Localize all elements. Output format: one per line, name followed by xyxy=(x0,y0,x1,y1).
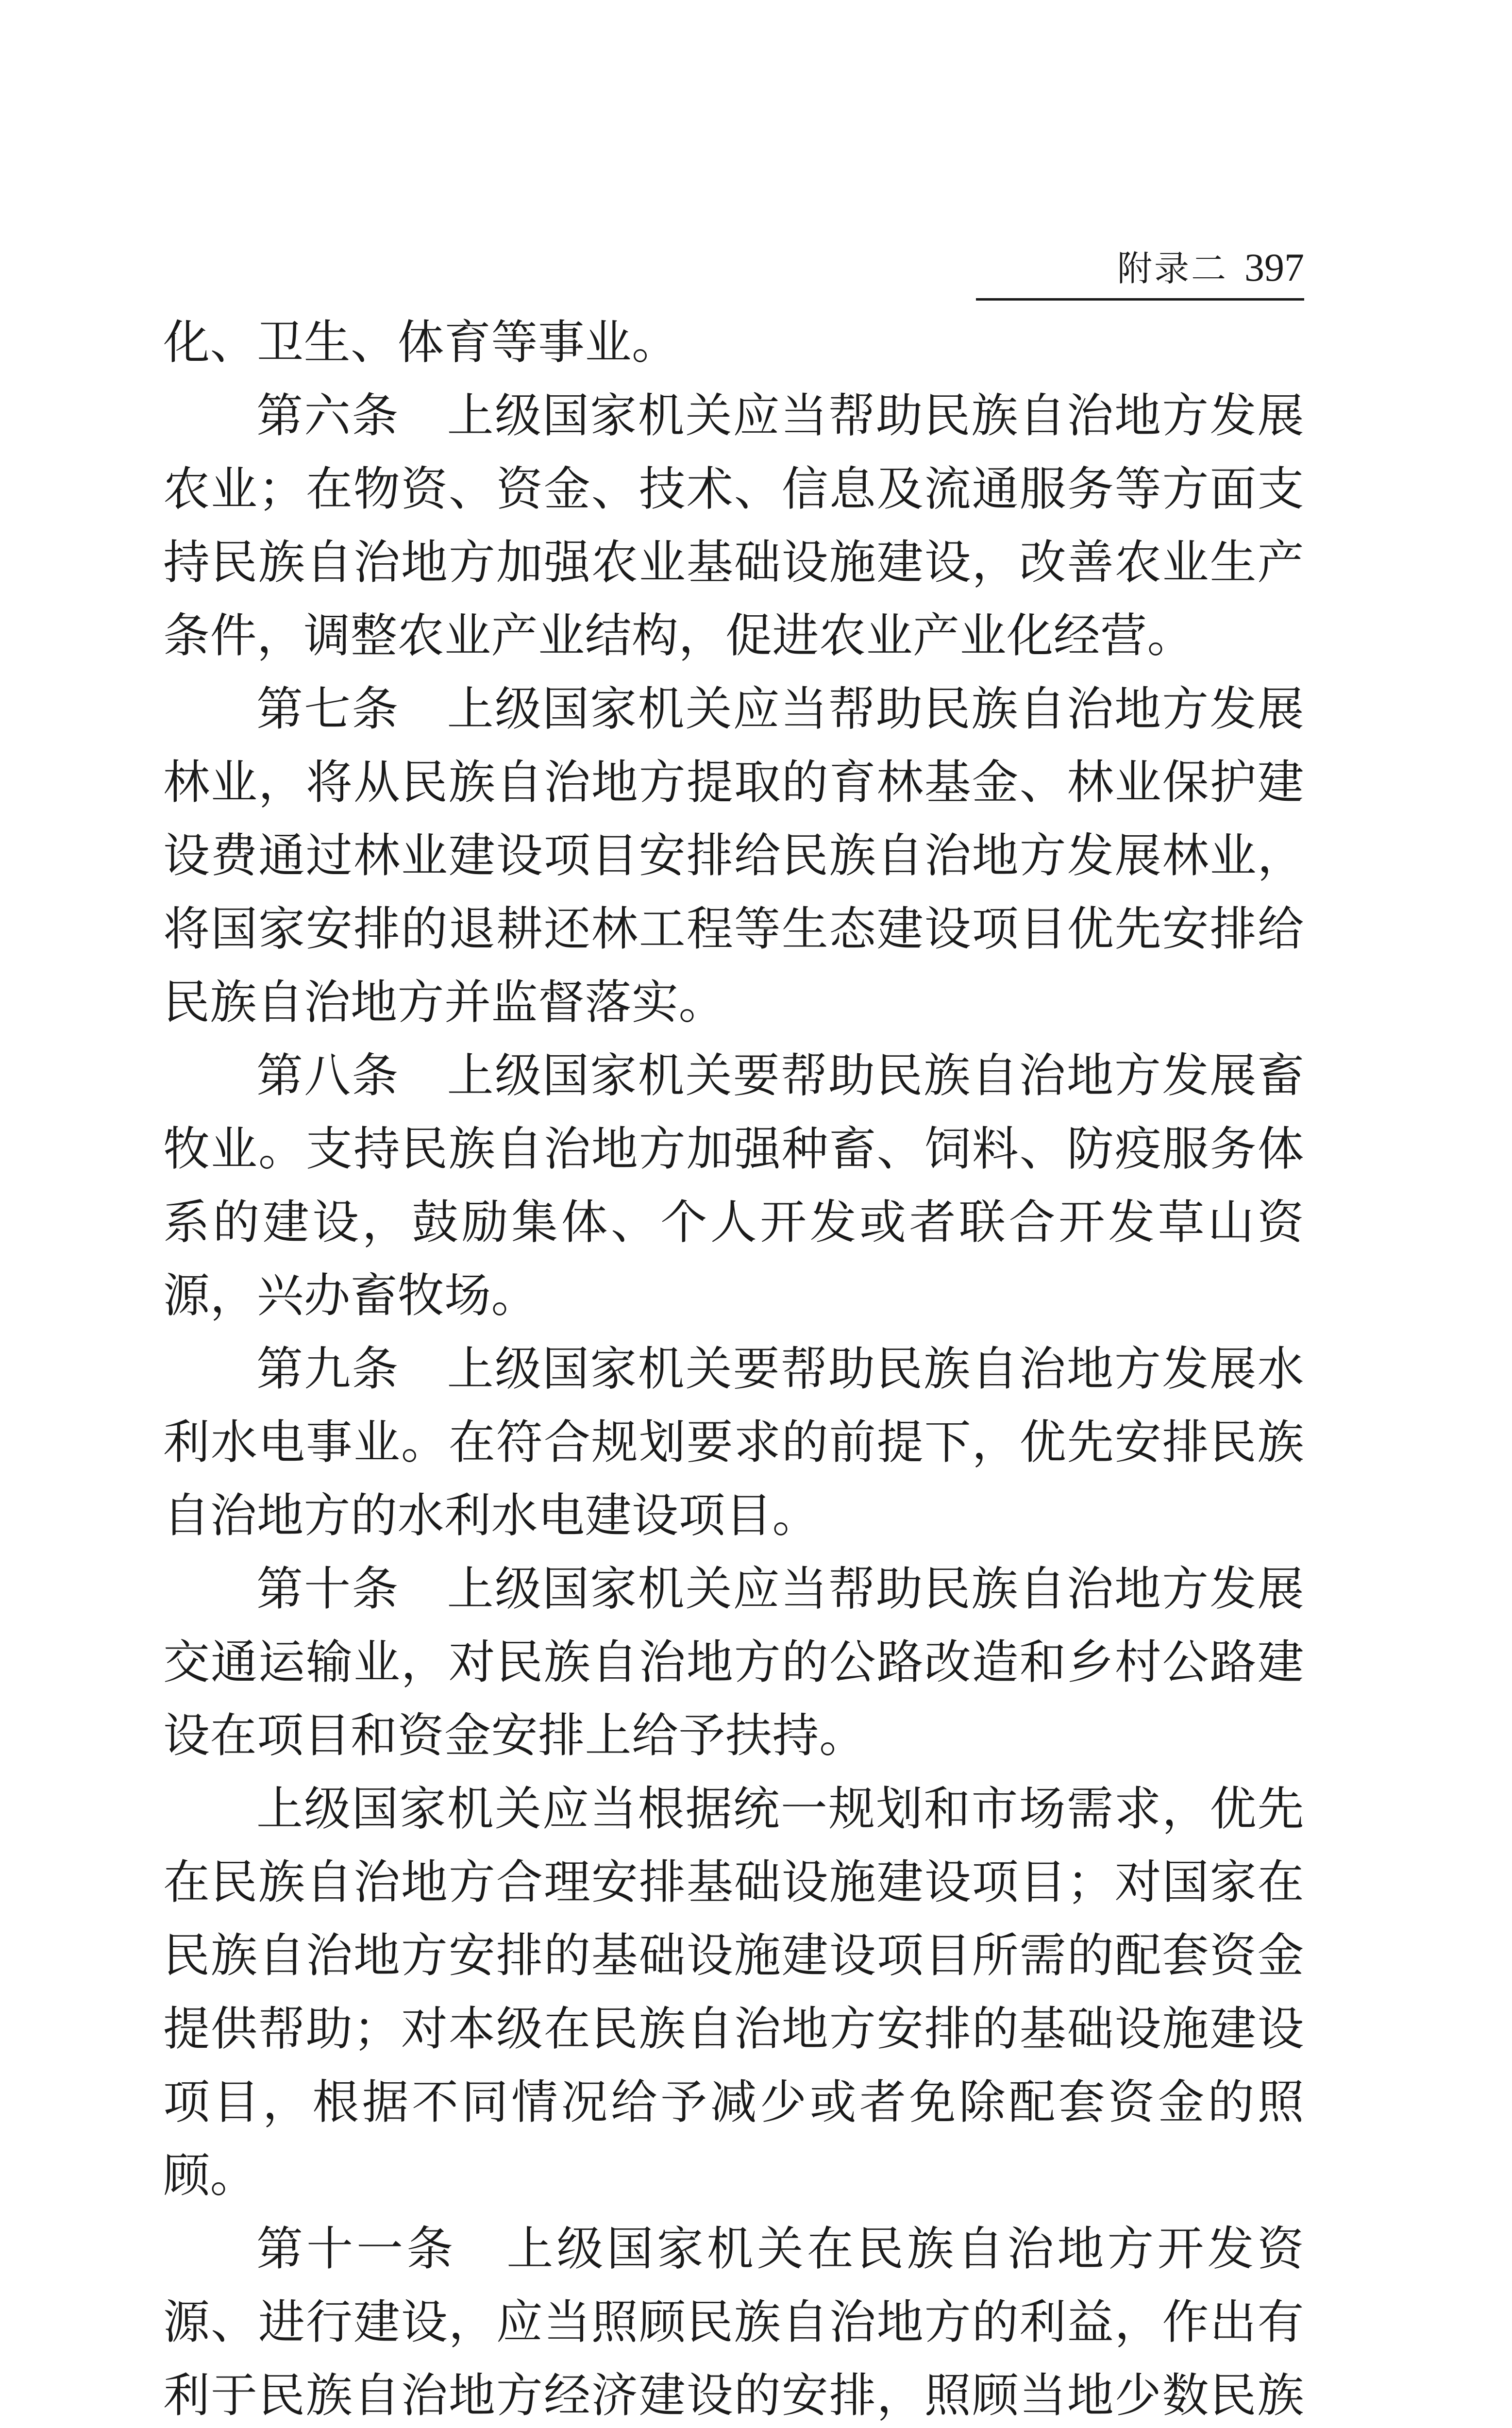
header-rule xyxy=(976,298,1304,301)
paragraph-article-10-part-2: 上级国家机关应当根据统一规划和市场需求，优先在民族自治地方合理安排基础设施建设项目；对国家在民族自治地方安排的基础设施建设项目所需的配套资金提供帮助；对本级在民族自治地方安排的基础设施建设项目，根据不同情况给予减少或者免除配套资金的照顾。 xyxy=(163,1782,1304,2203)
paragraph-article-11: 第十一条 上级国家机关在民族自治地方开发资源、进行建设，应当照顾民族自治地方的利益，作出有利于民族自治地方经济建设的安排，照顾当地少数民族 xyxy=(163,2222,1304,2423)
header-section-title: 附录二 xyxy=(1117,248,1228,289)
paragraph-article-10: 第十条 上级国家机关应当帮助民族自治地方发展交通运输业，对民族自治地方的公路改造和乡村公路建设在项目和资金安排上给予扶持。 xyxy=(163,1562,1304,1763)
page-number: 397 xyxy=(1244,245,1304,289)
body-text xyxy=(163,306,1304,2428)
paragraph-article-9: 第九条 上级国家机关要帮助民族自治地方发展水利水电事业。在符合规划要求的前提下，优先安排民族自治地方的水利水电建设项目。 xyxy=(163,1342,1304,1543)
running-header xyxy=(1117,245,1304,289)
paragraph-article-7: 第七条 上级国家机关应当帮助民族自治地方发展林业，将从民族自治地方提取的育林基金、林业保护建设费通过林业建设项目安排给民族自治地方发展林业，将国家安排的退耕还林工程等生态建设项目优先安排给民族自治地方并监督落实。 xyxy=(163,682,1304,1029)
paragraph-article-6: 第六条 上级国家机关应当帮助民族自治地方发展农业；在物资、资金、技术、信息及流通服务等方面支持民族自治地方加强农业基础设施建设，改善农业生产条件，调整农业产业结构，促进农业产业化经营。 xyxy=(163,388,1304,663)
paragraph-continued: 化、卫生、体育等事业。 xyxy=(163,315,679,370)
paragraph-article-8: 第八条 上级国家机关要帮助民族自治地方发展畜牧业。支持民族自治地方加强种畜、饲料、防疫服务体系的建设，鼓励集体、个人开发或者联合开发草山资源，兴办畜牧场。 xyxy=(163,1048,1304,1323)
